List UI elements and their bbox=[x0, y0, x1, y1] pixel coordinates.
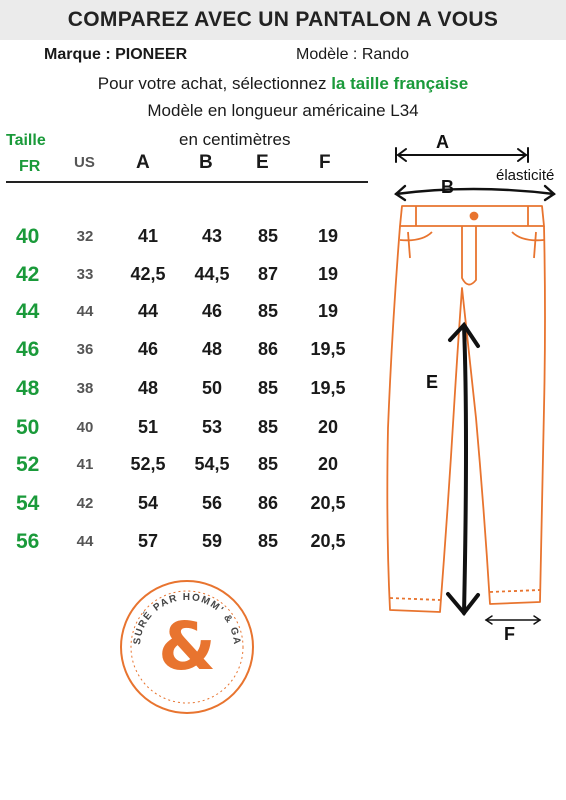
measure-f: 19,5 bbox=[310, 339, 346, 359]
elasticity-label: élasticité bbox=[496, 167, 555, 184]
logo-text: SURÉ PAR HOMM' & GA bbox=[131, 591, 243, 647]
measure-b: 56 bbox=[201, 493, 223, 513]
measure-e: 85 bbox=[257, 417, 279, 437]
measure-a: 48 bbox=[137, 378, 159, 398]
measure-e: 86 bbox=[257, 339, 279, 359]
size-fr: 52 bbox=[16, 453, 40, 476]
logo-ampersand: & bbox=[158, 608, 216, 685]
table-row bbox=[0, 338, 370, 372]
size-us: 40 bbox=[76, 419, 94, 436]
size-fr: 50 bbox=[16, 416, 40, 439]
size-fr: 56 bbox=[16, 530, 40, 553]
measure-b: 43 bbox=[201, 226, 223, 246]
table-row bbox=[0, 263, 370, 297]
page-title: COMPAREZ AVEC UN PANTALON A VOUS bbox=[0, 0, 566, 40]
measure-b: 50 bbox=[201, 378, 223, 398]
header-taille: Taille bbox=[6, 132, 46, 149]
size-us: 42 bbox=[76, 495, 94, 512]
measure-f: 20,5 bbox=[310, 493, 346, 513]
table-row bbox=[0, 377, 370, 411]
size-us: 44 bbox=[76, 303, 94, 320]
trouser-diagram bbox=[378, 128, 566, 658]
size-fr: 40 bbox=[16, 225, 40, 248]
measure-a: 57 bbox=[137, 531, 159, 551]
size-us: 33 bbox=[76, 266, 94, 283]
measure-f: 20 bbox=[317, 417, 339, 437]
purchase-instruction bbox=[0, 74, 566, 94]
purchase-highlight: la taille française bbox=[331, 74, 469, 93]
size-fr: 46 bbox=[16, 338, 40, 361]
unit-label: en centimètres bbox=[179, 130, 291, 149]
measure-a: 52,5 bbox=[130, 454, 166, 474]
table-row bbox=[0, 300, 370, 334]
size-fr: 42 bbox=[16, 263, 40, 286]
measure-a: 41 bbox=[137, 226, 159, 246]
diagram-label-e: E bbox=[426, 372, 439, 392]
measure-b: 44,5 bbox=[194, 264, 230, 284]
trouser-outline-icon bbox=[378, 128, 566, 658]
size-fr: 44 bbox=[16, 300, 40, 323]
measure-b: 54,5 bbox=[194, 454, 230, 474]
header-divider bbox=[6, 181, 368, 183]
measure-f: 19 bbox=[317, 264, 339, 284]
measure-f: 20,5 bbox=[310, 531, 346, 551]
diagram-label-a: A bbox=[436, 132, 449, 152]
measure-f: 19,5 bbox=[310, 378, 346, 398]
measure-e: 85 bbox=[257, 531, 279, 551]
table-row bbox=[0, 225, 370, 259]
measure-e: 85 bbox=[257, 226, 279, 246]
measure-e: 85 bbox=[257, 301, 279, 321]
ampersand-logo bbox=[118, 578, 256, 716]
size-us: 32 bbox=[76, 228, 94, 245]
brand-label: Marque : PIONEER bbox=[44, 46, 188, 63]
header-a: A bbox=[136, 152, 150, 173]
measure-e: 86 bbox=[257, 493, 279, 513]
measure-b: 46 bbox=[201, 301, 223, 321]
measure-a: 51 bbox=[137, 417, 159, 437]
measure-a: 44 bbox=[137, 301, 159, 321]
table-row bbox=[0, 530, 370, 564]
measure-a: 54 bbox=[137, 493, 159, 513]
size-fr: 48 bbox=[16, 377, 40, 400]
table-row bbox=[0, 453, 370, 487]
size-fr: 54 bbox=[16, 492, 40, 515]
purchase-prefix: Pour votre achat, sélectionnez bbox=[97, 74, 332, 93]
table-row bbox=[0, 416, 370, 450]
measure-f: 19 bbox=[317, 301, 339, 321]
header-fr: FR bbox=[19, 158, 41, 175]
size-us: 44 bbox=[76, 533, 94, 550]
measure-f: 20 bbox=[317, 454, 339, 474]
header-e: E bbox=[256, 152, 269, 173]
header-us: US bbox=[74, 154, 95, 171]
header-b: B bbox=[199, 152, 213, 173]
measure-e: 85 bbox=[257, 454, 279, 474]
size-us: 38 bbox=[76, 380, 94, 397]
measure-b: 48 bbox=[201, 339, 223, 359]
measure-e: 87 bbox=[257, 264, 279, 284]
length-note: Modèle en longueur américaine L34 bbox=[147, 101, 419, 120]
measure-e: 85 bbox=[257, 378, 279, 398]
header-f: F bbox=[319, 152, 331, 173]
measure-a: 42,5 bbox=[130, 264, 166, 284]
measure-b: 59 bbox=[201, 531, 223, 551]
size-us: 41 bbox=[76, 456, 94, 473]
model-label: Modèle : Rando bbox=[296, 46, 409, 63]
measure-b: 53 bbox=[201, 417, 223, 437]
table-row bbox=[0, 492, 370, 526]
measure-f: 19 bbox=[317, 226, 339, 246]
size-us: 36 bbox=[76, 341, 94, 358]
diagram-label-f: F bbox=[504, 624, 515, 644]
measure-a: 46 bbox=[137, 339, 159, 359]
diagram-label-b: B bbox=[441, 177, 454, 197]
